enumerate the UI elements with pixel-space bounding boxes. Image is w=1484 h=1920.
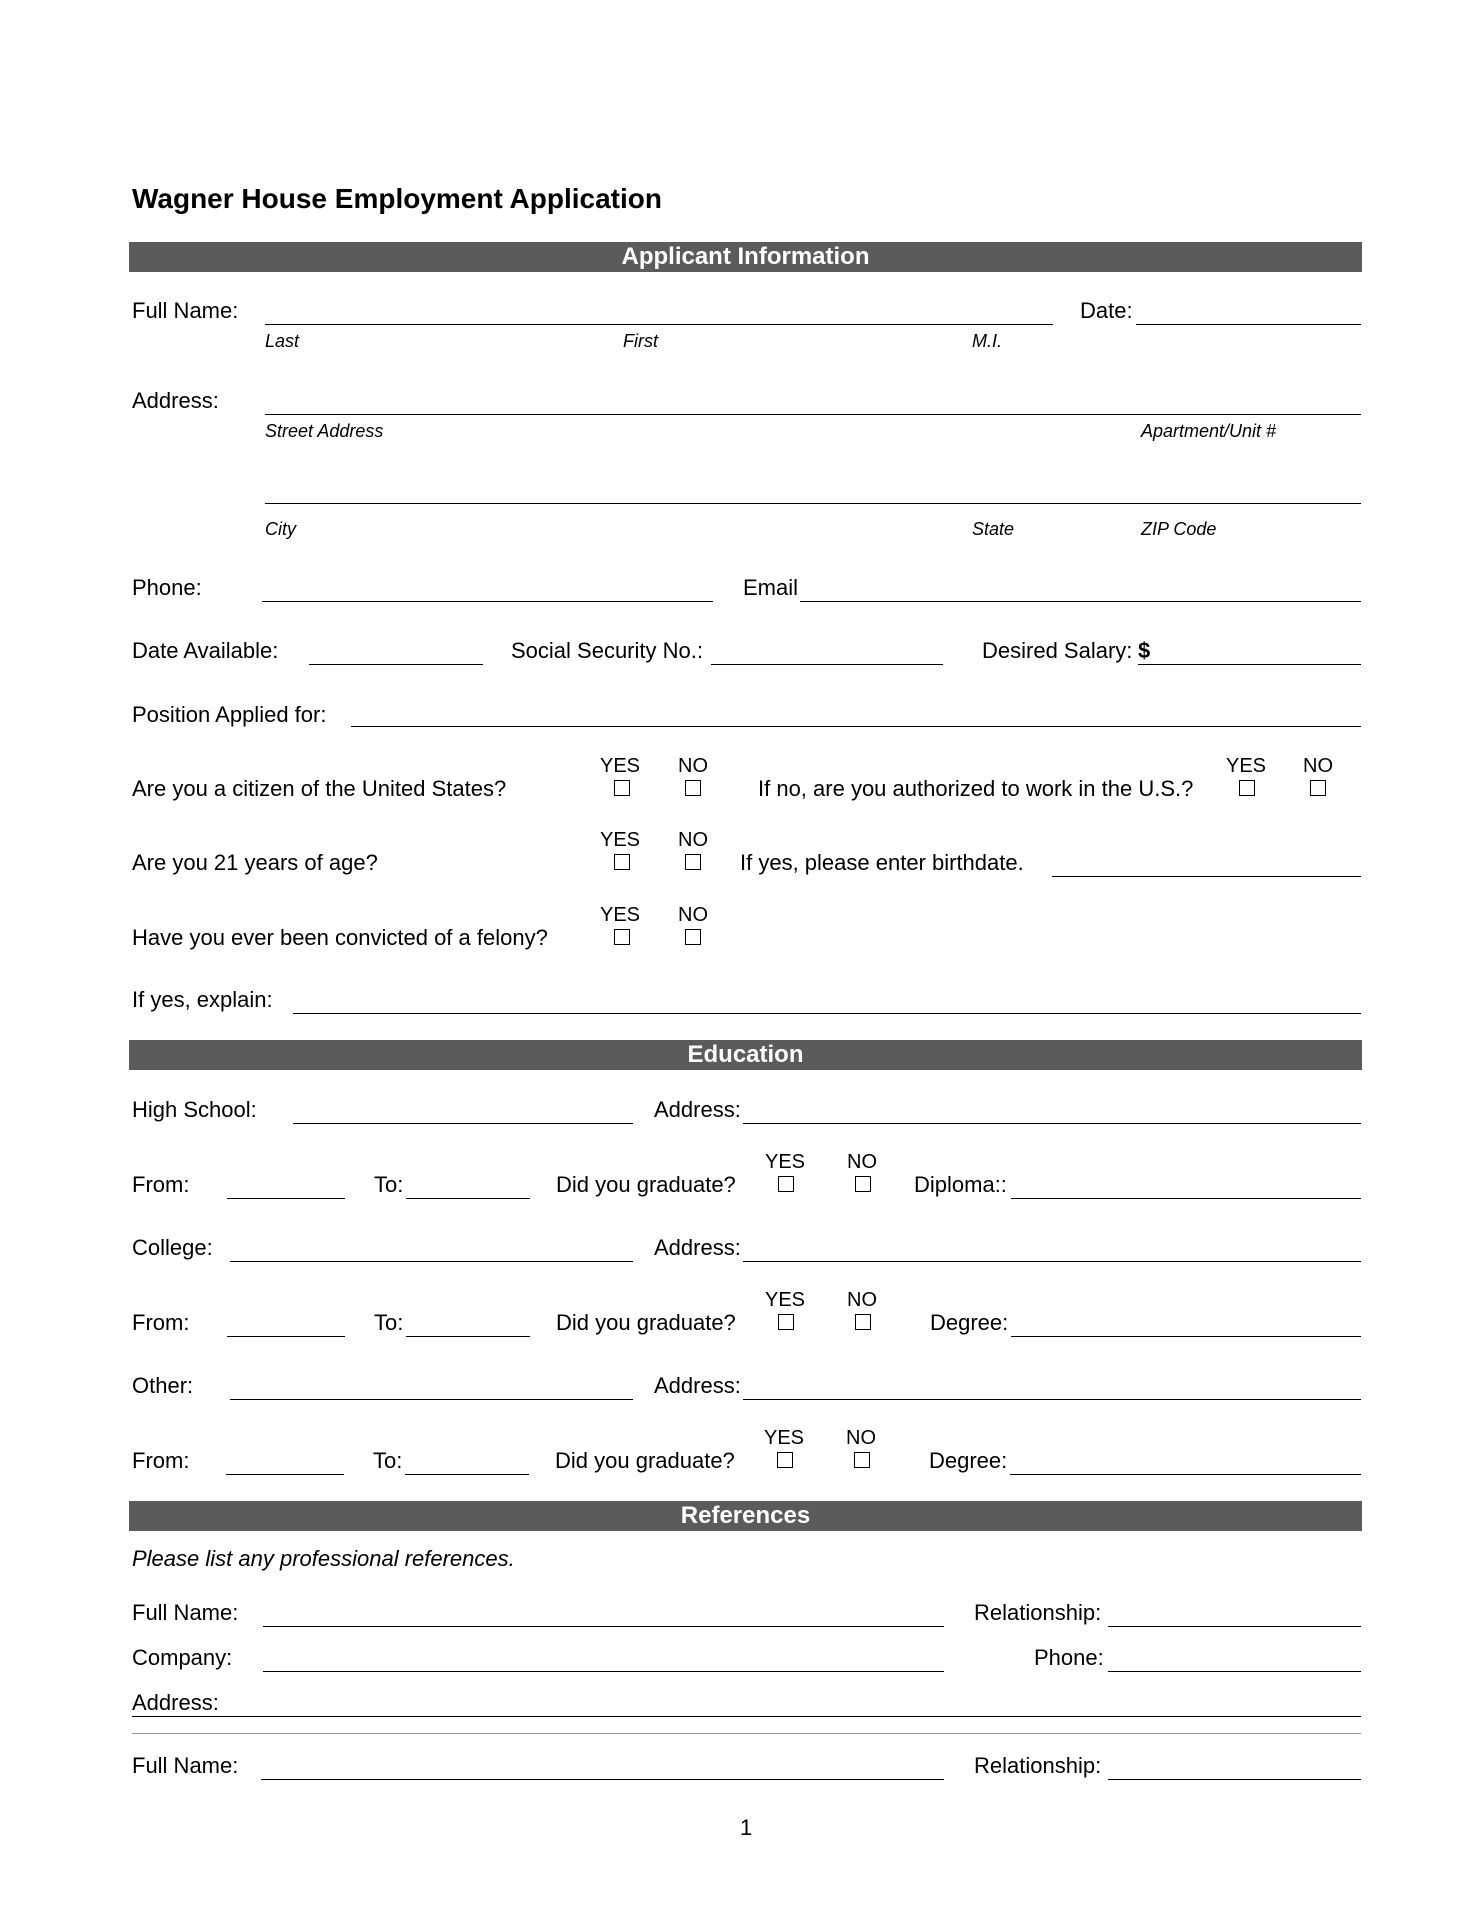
ref1-full-name-label: Full Name: bbox=[132, 1600, 239, 1625]
high-school-label: High School: bbox=[132, 1097, 257, 1122]
college-graduate-question: Did you graduate? bbox=[556, 1310, 736, 1335]
authorized-yes-heading: YES bbox=[1226, 755, 1267, 777]
date-field[interactable] bbox=[1136, 324, 1361, 325]
citizen-question: Are you a citizen of the United States? bbox=[132, 776, 507, 801]
page-title: Wagner House Employment Application bbox=[132, 183, 662, 214]
phone-label: Phone: bbox=[132, 575, 202, 600]
college-to-label: To: bbox=[374, 1310, 404, 1335]
authorized-question: If no, are you authorized to work in the U.S.? bbox=[758, 776, 1194, 801]
age-question: Are you 21 years of age? bbox=[132, 850, 378, 875]
street-caption: Street Address bbox=[265, 421, 384, 441]
ref1-relationship-label: Relationship: bbox=[974, 1600, 1102, 1625]
hs-from-field[interactable] bbox=[227, 1198, 345, 1199]
college-graduate-no-checkbox[interactable] bbox=[855, 1314, 871, 1330]
age-no-checkbox[interactable] bbox=[685, 854, 701, 870]
birthdate-field[interactable] bbox=[1052, 876, 1361, 877]
ref2-full-name-field[interactable] bbox=[261, 1779, 944, 1780]
full-name-field[interactable] bbox=[265, 324, 1053, 325]
citizen-yes-heading: YES bbox=[600, 755, 641, 777]
ref1-address-field[interactable] bbox=[132, 1716, 1361, 1717]
position-label: Position Applied for: bbox=[132, 702, 327, 727]
salary-symbol: $ bbox=[1138, 638, 1151, 663]
salary-field[interactable] bbox=[1138, 664, 1361, 665]
ssn-field[interactable] bbox=[711, 664, 943, 665]
last-caption: Last bbox=[265, 331, 300, 351]
authorized-no-checkbox[interactable] bbox=[1310, 780, 1326, 796]
date-available-label: Date Available: bbox=[132, 638, 279, 663]
phone-field[interactable] bbox=[262, 601, 713, 602]
college-yes-heading: YES bbox=[765, 1289, 806, 1311]
other-to-field[interactable] bbox=[405, 1474, 529, 1475]
hs-to-field[interactable] bbox=[406, 1198, 530, 1199]
section-header-references: References bbox=[129, 1501, 1362, 1531]
high-school-field[interactable] bbox=[293, 1123, 633, 1124]
other-address-label: Address: bbox=[654, 1373, 741, 1398]
zip-caption: ZIP Code bbox=[1141, 519, 1217, 539]
ref2-full-name-label: Full Name: bbox=[132, 1753, 239, 1778]
other-label: Other: bbox=[132, 1373, 194, 1398]
ref1-full-name-field[interactable] bbox=[263, 1626, 944, 1627]
birthdate-question: If yes, please enter birthdate. bbox=[740, 850, 1024, 875]
college-from-field[interactable] bbox=[227, 1336, 345, 1337]
other-yes-heading: YES bbox=[764, 1427, 805, 1449]
email-field[interactable] bbox=[800, 601, 1361, 602]
authorized-no-heading: NO bbox=[1303, 755, 1333, 777]
other-no-heading: NO bbox=[846, 1427, 876, 1449]
position-field[interactable] bbox=[351, 726, 1361, 727]
citizen-yes-checkbox[interactable] bbox=[614, 780, 630, 796]
other-to-label: To: bbox=[373, 1448, 403, 1473]
section-header-applicant: Applicant Information bbox=[129, 242, 1362, 272]
other-from-field[interactable] bbox=[226, 1474, 344, 1475]
citizen-no-heading: NO bbox=[678, 755, 708, 777]
other-field[interactable] bbox=[230, 1399, 633, 1400]
college-degree-label: Degree: bbox=[930, 1310, 1009, 1335]
ref1-address-label: Address: bbox=[132, 1690, 219, 1715]
age-no-heading: NO bbox=[678, 829, 708, 851]
reference-divider bbox=[132, 1733, 1361, 1734]
citizen-no-checkbox[interactable] bbox=[685, 780, 701, 796]
diploma-field[interactable] bbox=[1011, 1198, 1361, 1199]
other-degree-label: Degree: bbox=[929, 1448, 1008, 1473]
felony-yes-checkbox[interactable] bbox=[614, 929, 630, 945]
college-degree-field[interactable] bbox=[1011, 1336, 1361, 1337]
authorized-yes-checkbox[interactable] bbox=[1239, 780, 1255, 796]
high-school-address-field[interactable] bbox=[743, 1123, 1361, 1124]
explain-label: If yes, explain: bbox=[132, 987, 273, 1012]
hs-graduate-yes-checkbox[interactable] bbox=[778, 1176, 794, 1192]
college-graduate-yes-checkbox[interactable] bbox=[778, 1314, 794, 1330]
felony-question: Have you ever been convicted of a felony? bbox=[132, 925, 548, 950]
ssn-label: Social Security No.: bbox=[511, 638, 703, 663]
page-number: 1 bbox=[740, 1815, 753, 1840]
hs-no-heading: NO bbox=[847, 1151, 877, 1173]
other-graduate-question: Did you graduate? bbox=[555, 1448, 735, 1473]
diploma-label: Diploma:: bbox=[914, 1172, 1007, 1197]
hs-yes-heading: YES bbox=[765, 1151, 806, 1173]
hs-graduate-question: Did you graduate? bbox=[556, 1172, 736, 1197]
section-header-education: Education bbox=[129, 1040, 1362, 1070]
college-to-field[interactable] bbox=[406, 1336, 530, 1337]
ref2-relationship-label: Relationship: bbox=[974, 1753, 1102, 1778]
ref2-relationship-field[interactable] bbox=[1108, 1779, 1361, 1780]
felony-yes-heading: YES bbox=[600, 904, 641, 926]
hs-graduate-no-checkbox[interactable] bbox=[855, 1176, 871, 1192]
ref1-relationship-field[interactable] bbox=[1108, 1626, 1361, 1627]
first-caption: First bbox=[623, 331, 658, 351]
address-label: Address: bbox=[132, 388, 219, 413]
other-degree-field[interactable] bbox=[1010, 1474, 1361, 1475]
high-school-address-label: Address: bbox=[654, 1097, 741, 1122]
college-address-label: Address: bbox=[654, 1235, 741, 1260]
mi-caption: M.I. bbox=[972, 331, 1002, 351]
ref1-company-label: Company: bbox=[132, 1645, 233, 1670]
ref1-company-field[interactable] bbox=[263, 1671, 944, 1672]
city-caption: City bbox=[265, 519, 296, 539]
email-label: Email bbox=[743, 575, 799, 600]
college-label: College: bbox=[132, 1235, 213, 1260]
college-no-heading: NO bbox=[847, 1289, 877, 1311]
college-from-label: From: bbox=[132, 1310, 190, 1335]
age-yes-heading: YES bbox=[600, 829, 641, 851]
ref1-phone-label: Phone: bbox=[1034, 1645, 1104, 1670]
city-state-zip-field[interactable] bbox=[265, 503, 1361, 504]
date-available-field[interactable] bbox=[309, 664, 483, 665]
hs-from-label: From: bbox=[132, 1172, 190, 1197]
felony-no-checkbox[interactable] bbox=[685, 929, 701, 945]
date-label: Date: bbox=[1080, 298, 1133, 323]
age-yes-checkbox[interactable] bbox=[614, 854, 630, 870]
references-instruction: Please list any professional references. bbox=[132, 1546, 515, 1571]
college-address-field[interactable] bbox=[743, 1261, 1361, 1262]
other-from-label: From: bbox=[132, 1448, 190, 1473]
explain-field[interactable] bbox=[293, 1013, 1361, 1014]
felony-no-heading: NO bbox=[678, 904, 708, 926]
other-graduate-yes-checkbox[interactable] bbox=[777, 1452, 793, 1468]
other-graduate-no-checkbox[interactable] bbox=[854, 1452, 870, 1468]
college-field[interactable] bbox=[230, 1261, 633, 1262]
salary-label: Desired Salary: bbox=[982, 638, 1133, 663]
other-address-field[interactable] bbox=[743, 1399, 1361, 1400]
hs-to-label: To: bbox=[374, 1172, 404, 1197]
ref1-phone-field[interactable] bbox=[1108, 1671, 1361, 1672]
street-address-field[interactable] bbox=[265, 414, 1361, 415]
apt-caption: Apartment/Unit # bbox=[1141, 421, 1277, 441]
state-caption: State bbox=[972, 519, 1015, 539]
full-name-label: Full Name: bbox=[132, 298, 239, 323]
